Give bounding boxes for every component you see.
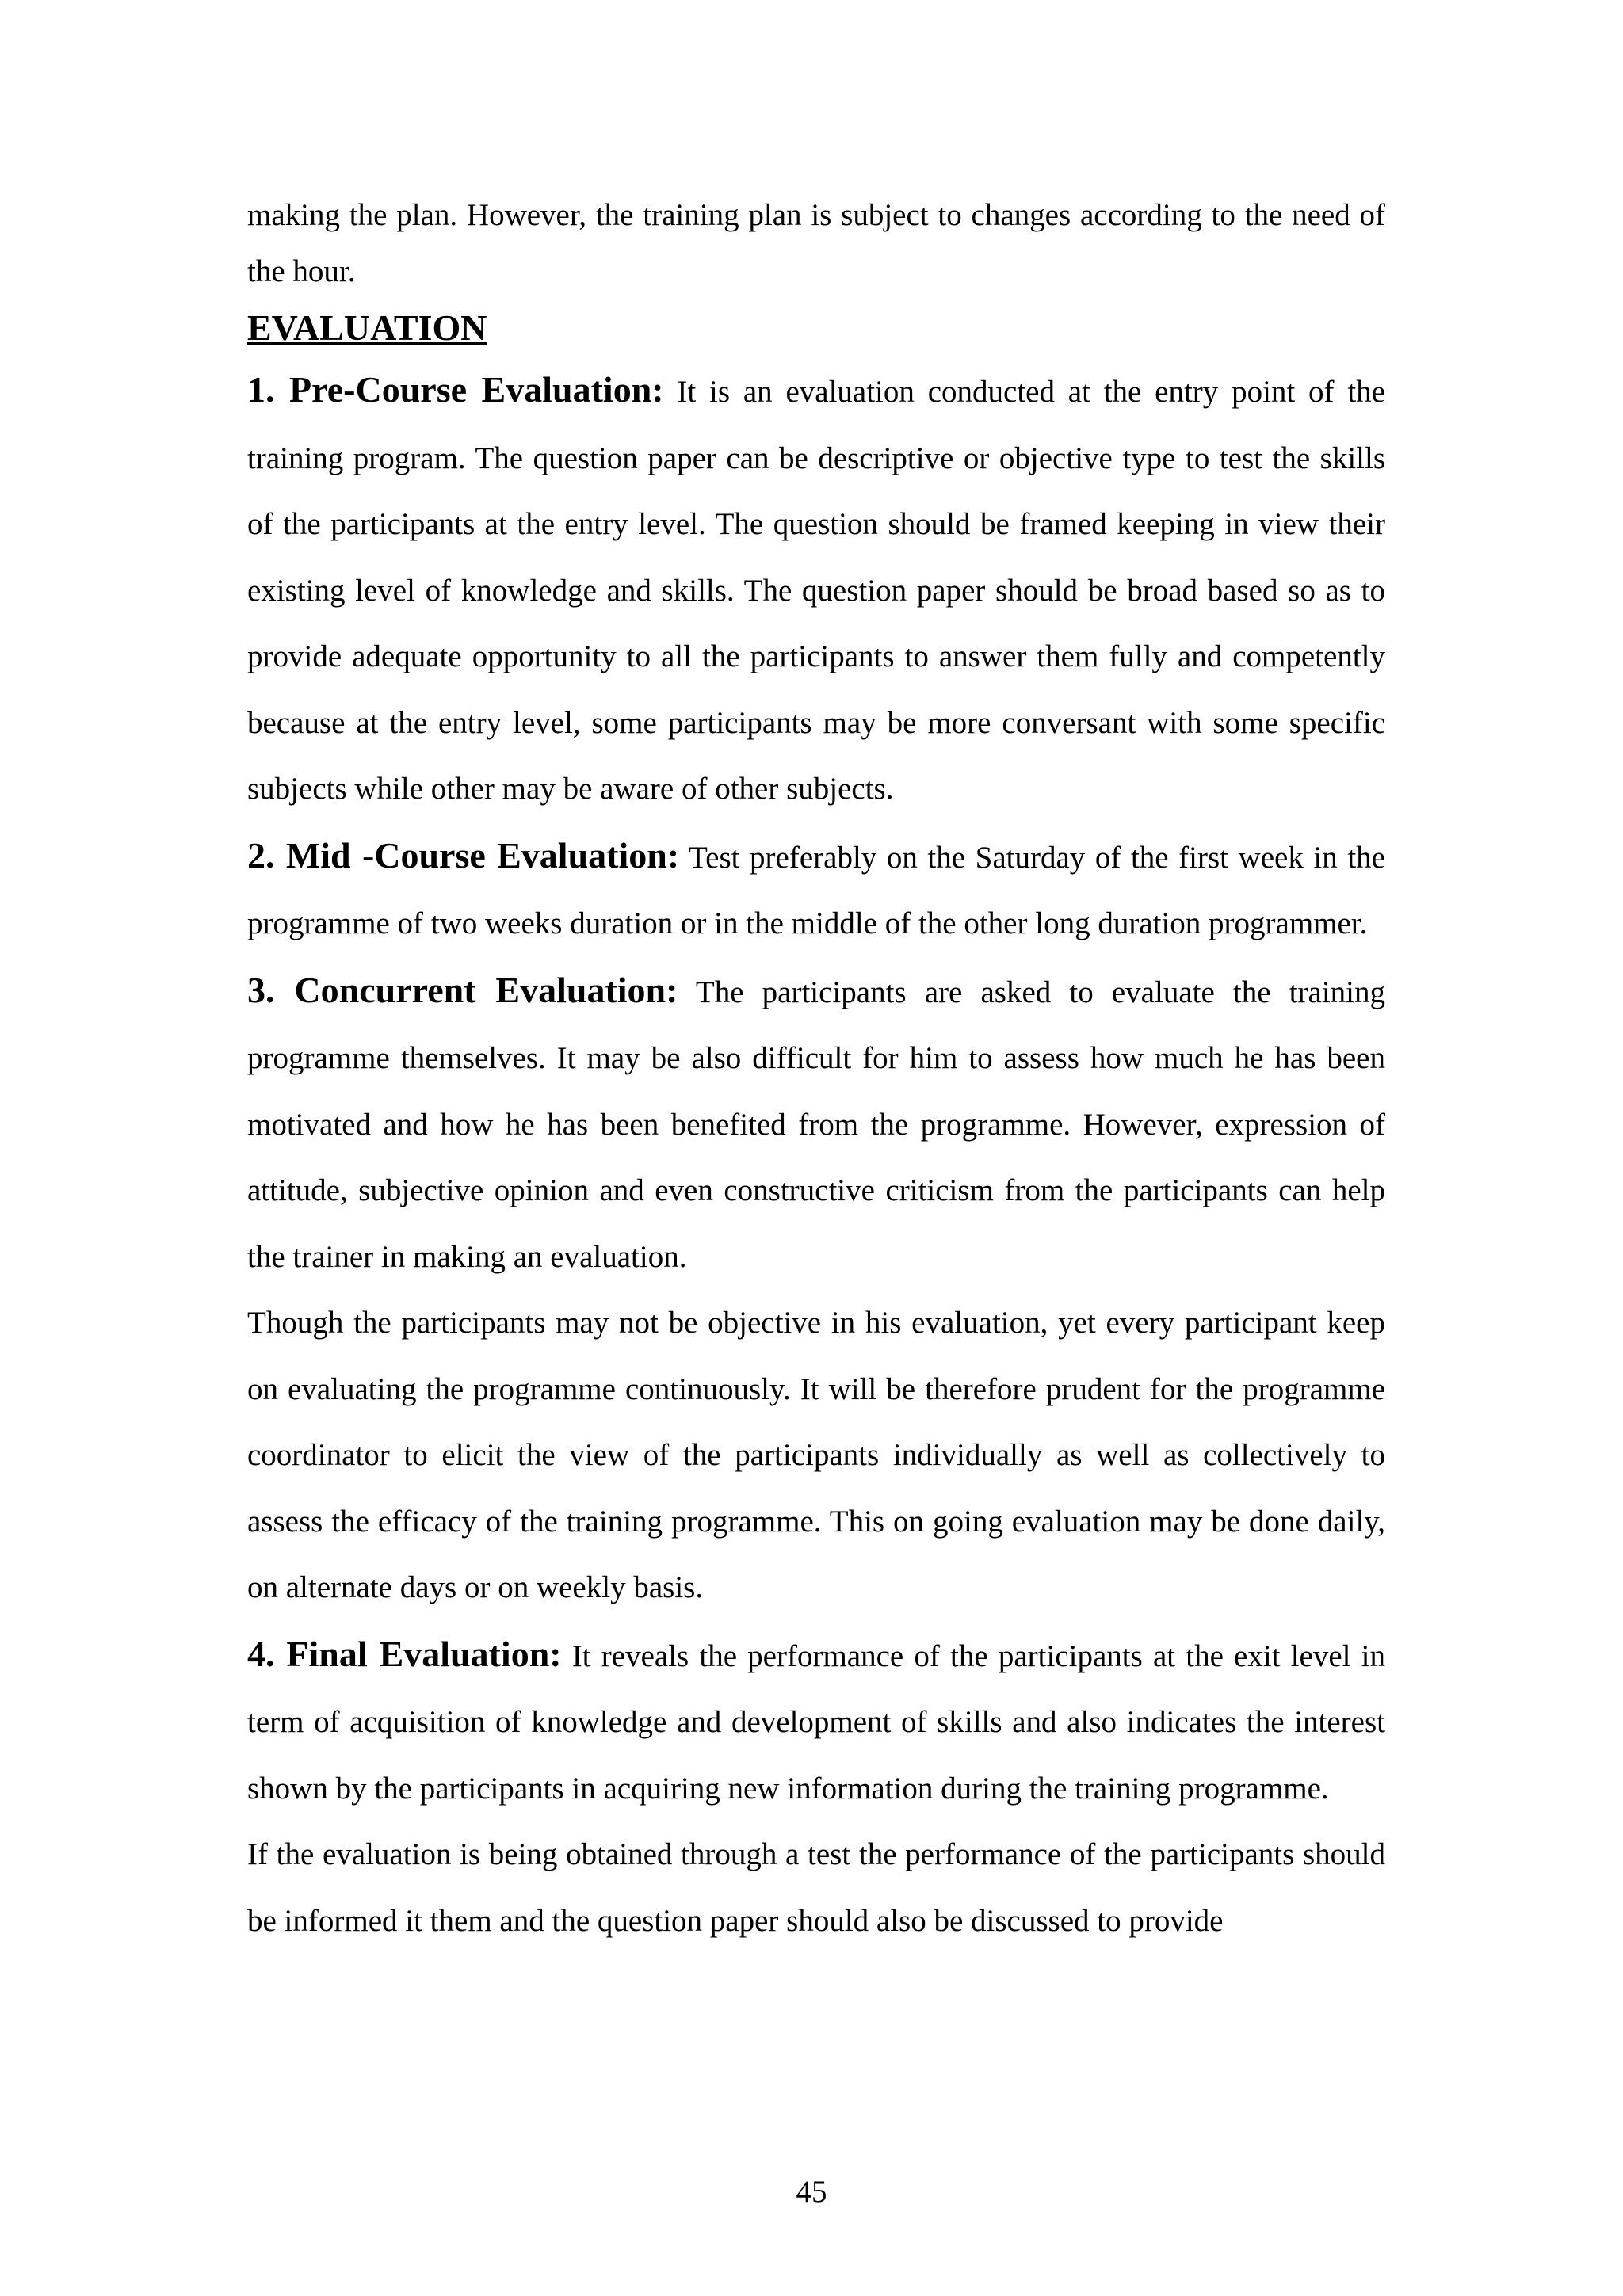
intro-paragraph: making the plan. However, the training plan is subject to changes according to the need of the hour. [247,198,1385,288]
mid-course-evaluation-title: 2. Mid -Course Evaluation: [247,834,680,875]
final-evaluation-paragraph [247,1621,1385,1822]
page-number: 45 [796,2175,827,2209]
pre-course-evaluation-text: It is an evaluation conducted at the entry point of the training program. The question paper can be descriptive or objective type to test the skills of the participants at the entry level. The question should be framed keeping in view their existing level of knowledge and skills. The question paper should be broad based so as to provide adequate opportunity to all the participants to answer them fully and competently because at the entry level, some participants may be more conversant with some specific subjects while other may be aware of other subjects. [247,375,1385,806]
mid-course-evaluation-text: Test preferably on the Saturday of the first week in the programme of two weeks duration or in the middle of the other long duration programmer. [247,840,1385,940]
section-heading: EVALUATION [247,307,487,348]
pre-course-evaluation-title: 1. Pre-Course Evaluation: [247,369,664,410]
concurrent-evaluation-continuation: Though the participants may not be objective in his evaluation, yet every participant keep on evaluating the programme continuously. It will be therefore prudent for the programme coordinator to elicit the view of the participants individually as well as collectively to assess the efficacy of the training programme. This on going evaluation may be done daily, on alternate days or on weekly basis. [247,1306,1385,1604]
mid-course-evaluation-paragraph [247,822,1385,957]
pre-course-evaluation-paragraph [247,357,1385,822]
final-evaluation-title: 4. Final Evaluation: [247,1633,562,1674]
final-evaluation-continuation: If the evaluation is being obtained through a test the performance of the participants should be informed it them and the question paper should also be discussed to provide [247,1837,1385,1938]
concurrent-evaluation-title: 3. Concurrent Evaluation: [247,969,678,1010]
concurrent-evaluation-paragraph [247,957,1385,1291]
concurrent-evaluation-text: The participants are asked to evaluate the training programme themselves. It may be also difficult for him to assess how much he has been motivated and how he has been benefited from the programme. However, expression of attitude, subjective opinion and even constructive criticism from the participants can help the trainer in making an evaluation. [247,974,1386,1274]
document-page [247,187,1385,1954]
final-evaluation-text: It reveals the performance of the participants at the exit level in term of acquisition of knowledge and development of skills and also indicates the interest shown by the participants in acquiring new information during the training programme. [247,1638,1385,1806]
